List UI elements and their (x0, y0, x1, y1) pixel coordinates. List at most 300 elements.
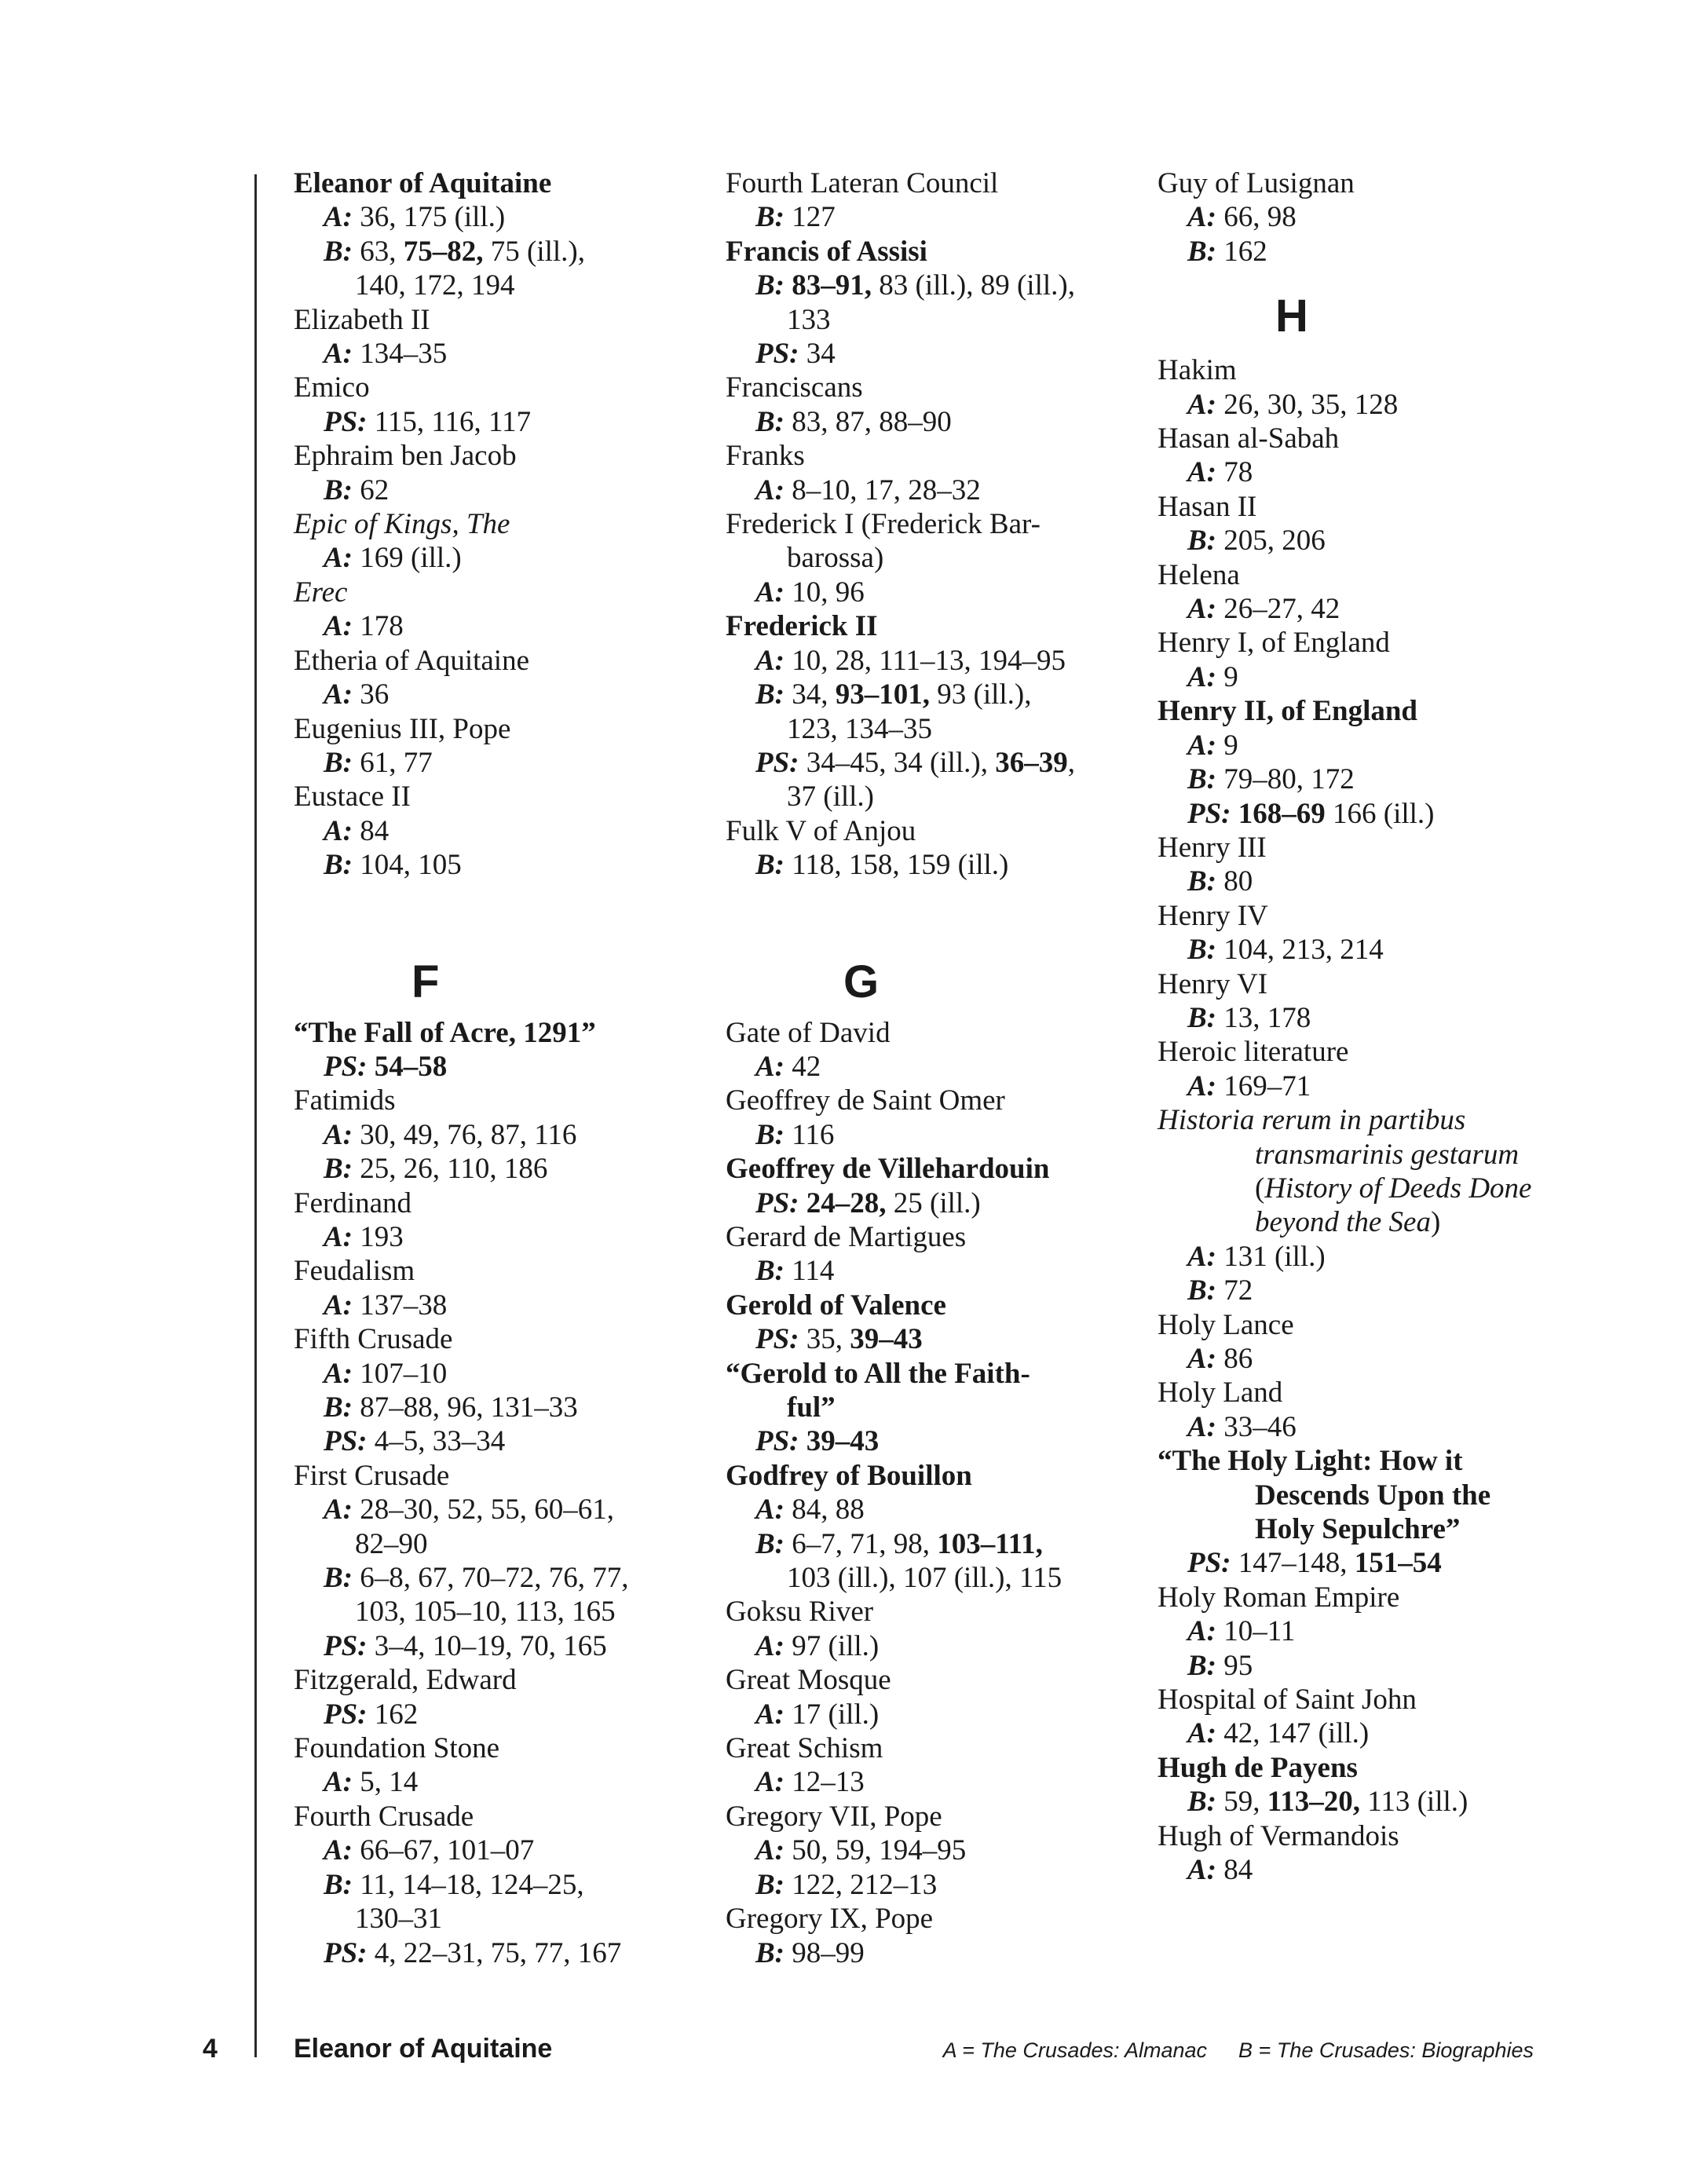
index-heading (1158, 353, 1566, 387)
index-subentry (1158, 865, 1566, 898)
entry-text: Holy Lance (1158, 1308, 1294, 1341)
source-label: A: (1187, 1069, 1216, 1102)
index-subentry (726, 1629, 1134, 1663)
entry-text: Foundation Stone (294, 1732, 500, 1765)
entry-text: Helena (1158, 558, 1240, 591)
entry-text: 34 (799, 338, 836, 371)
entry-text: 130–31 (355, 1903, 442, 1936)
entry-text: 10–11 (1216, 1615, 1296, 1648)
index-heading (1158, 899, 1566, 933)
page-number: 4 (203, 2034, 218, 2064)
source-label: B: (324, 1868, 353, 1901)
index-heading (294, 1084, 702, 1117)
index-heading (294, 1459, 702, 1493)
entry-text: 8–10, 17, 28–32 (785, 473, 981, 506)
entry-text: barossa) (787, 542, 884, 575)
index-continuation (1158, 1138, 1566, 1172)
index-subentry (1158, 388, 1566, 422)
entry-text: 39–43 (806, 1425, 880, 1458)
entry-text: 107–10 (353, 1357, 448, 1390)
entry-text: “The Holy Light: How it (1158, 1445, 1463, 1478)
entry-text: 84 (353, 814, 390, 847)
entry-text: 83–91, (792, 269, 872, 302)
index-heading (1158, 1444, 1566, 1478)
vertical-rule (254, 174, 257, 2057)
index-heading (1158, 694, 1566, 728)
index-heading (294, 1322, 702, 1356)
entry-text: , (1067, 746, 1075, 779)
index-continuation (726, 1561, 1134, 1595)
index-subentry (294, 1629, 702, 1663)
entry-text: 113–20, (1267, 1786, 1360, 1819)
entry-text: 75–82, (403, 235, 484, 268)
index-heading (726, 371, 1134, 404)
entry-text: 104, 213, 214 (1216, 934, 1384, 967)
index-subentry (294, 1561, 702, 1595)
index-subentry (726, 337, 1134, 371)
entry-text: 26–27, 42 (1216, 593, 1340, 626)
index-heading (726, 507, 1134, 541)
index-subentry (1158, 1614, 1566, 1648)
index-subentry (294, 1493, 702, 1526)
source-label: A: (755, 1629, 785, 1662)
entry-text: 87–88, 96, 131–33 (353, 1391, 578, 1424)
source-label: A: (324, 1493, 353, 1526)
entry-text: Frederick II (726, 610, 878, 643)
index-heading (1158, 626, 1566, 660)
index-continuation (1158, 1205, 1566, 1239)
entry-text: Fourth Lateran Council (726, 167, 999, 199)
entry-text: Gregory IX, Pope (726, 1903, 934, 1936)
index-heading (726, 1357, 1134, 1391)
index-subentry (294, 1289, 702, 1322)
entry-text: Francis of Assisi (726, 235, 927, 268)
entry-text: 12–13 (785, 1766, 865, 1799)
source-label: PS: (755, 1323, 799, 1356)
index-subentry (294, 235, 702, 269)
entry-text: 97 (ill.) (785, 1629, 880, 1662)
entry-text: 169 (ill.) (353, 542, 462, 575)
index-heading (726, 166, 1134, 200)
entry-text: Ferdinand (294, 1186, 412, 1219)
index-subentry (1158, 1717, 1566, 1750)
entry-text: 61, 77 (353, 746, 433, 779)
entry-text: 131 (ill.) (1216, 1240, 1326, 1273)
index-subentry (1158, 235, 1566, 269)
source-label: PS: (324, 1050, 368, 1083)
index-column-2 (726, 166, 1134, 1970)
index-heading (294, 1254, 702, 1288)
entry-text: Gerard de Martigues (726, 1220, 967, 1253)
entry-text: 137–38 (353, 1289, 448, 1322)
index-heading (294, 644, 702, 678)
entry-text: Hakim (1158, 354, 1237, 387)
source-label: A: (324, 338, 353, 371)
index-heading (294, 166, 702, 200)
index-heading (1158, 1581, 1566, 1614)
index-subentry (726, 1118, 1134, 1152)
index-heading (726, 1459, 1134, 1493)
entry-text: 118, 158, 159 (ill.) (785, 849, 1009, 882)
entry-text: 127 (785, 201, 836, 234)
entry-text: Great Schism (726, 1732, 883, 1765)
entry-text: 123, 134–35 (787, 712, 932, 745)
entry-text: Fitzgerald, Edward (294, 1664, 517, 1697)
entry-text: Henry VI (1158, 967, 1268, 1000)
entry-text: Epic of Kings, The (294, 508, 510, 541)
source-label: A: (1187, 456, 1216, 489)
entry-text: Hugh of Vermandois (1158, 1819, 1399, 1852)
source-label: B: (1187, 1649, 1216, 1682)
entry-text: 10, 28, 111–13, 194–95 (785, 644, 1066, 677)
source-label: A: (324, 1357, 353, 1390)
entry-text: 79–80, 172 (1216, 763, 1355, 796)
index-subentry (1158, 1410, 1566, 1444)
index-subentry (726, 200, 1134, 234)
entry-text: 178 (353, 610, 404, 643)
entry-text: 28–30, 52, 55, 60–61, (353, 1493, 614, 1526)
entry-text (1231, 798, 1238, 830)
entry-text: 113 (ill.) (1359, 1786, 1468, 1819)
entry-text: “Gerold to All the Faith- (726, 1357, 1030, 1390)
entry-text: 50, 59, 194–95 (785, 1834, 967, 1867)
entry-text: 36, 175 (ill.) (353, 201, 506, 234)
source-label: B: (755, 1118, 785, 1151)
entry-text: 162 (367, 1698, 419, 1731)
entry-text: 82–90 (355, 1527, 428, 1560)
index-heading (726, 1084, 1134, 1117)
index-subentry (1158, 762, 1566, 796)
source-label: B: (1187, 525, 1216, 558)
index-subentry (1158, 1001, 1566, 1035)
legend-b: B = The Crusades: Biographies (1238, 2038, 1534, 2062)
source-label: B: (324, 473, 353, 506)
entry-text: 39–43 (850, 1323, 923, 1356)
entry-text: Erec (294, 576, 348, 609)
index-heading (1158, 1683, 1566, 1717)
entry-text: 17 (ill.) (785, 1698, 880, 1731)
index-heading (294, 439, 702, 473)
index-heading (726, 1595, 1134, 1629)
entry-text: Hasan II (1158, 490, 1257, 523)
entry-text: Hasan al-Sabah (1158, 422, 1340, 455)
source-label: B: (324, 746, 353, 779)
entry-text: Holy Sepulchre” (1255, 1513, 1461, 1546)
entry-text: 5, 14 (353, 1766, 419, 1799)
source-label: PS: (324, 1698, 368, 1731)
entry-text: 114 (785, 1255, 835, 1288)
entry-text: 36 (353, 678, 390, 711)
entry-text: 6–7, 71, 98, (785, 1527, 938, 1560)
index-subentry (726, 269, 1134, 302)
source-label: A: (324, 678, 353, 711)
index-subentry (726, 1424, 1134, 1458)
index-continuation (726, 712, 1134, 746)
entry-text: 169–71 (1216, 1069, 1311, 1102)
entry-text: 103, 105–10, 113, 165 (355, 1596, 616, 1629)
index-subentry (726, 1254, 1134, 1288)
index-subentry (294, 1424, 702, 1458)
index-subentry (726, 644, 1134, 678)
source-label: B: (1187, 1274, 1216, 1307)
index-column-1 (294, 166, 702, 1970)
source-label: PS: (755, 1425, 799, 1458)
entry-text: 193 (353, 1220, 404, 1253)
index-subentry (294, 1152, 702, 1186)
index-heading (294, 1800, 702, 1834)
entry-text: 42 (785, 1050, 821, 1083)
index-heading (1158, 490, 1566, 524)
source-label: A: (755, 644, 785, 677)
entry-text: ( (1255, 1172, 1265, 1205)
entry-text: 104, 105 (353, 849, 462, 882)
index-subentry (726, 746, 1134, 780)
source-label: A: (324, 201, 353, 234)
entry-text: 151–54 (1354, 1547, 1442, 1580)
index-subentry (294, 814, 702, 848)
source-label: A: (1187, 593, 1216, 626)
entry-text: Etheria of Aquitaine (294, 644, 530, 677)
index-heading (294, 507, 702, 541)
entry-text: 24–28, (806, 1186, 887, 1219)
source-label: A: (755, 576, 785, 609)
entry-text: ful” (787, 1391, 836, 1424)
section-letter: H (1275, 291, 1308, 342)
index-heading (726, 609, 1134, 643)
source-label: B: (755, 1868, 785, 1901)
entry-text: 103 (ill.), 107 (ill.), 115 (787, 1562, 1062, 1595)
entry-text: Goksu River (726, 1596, 874, 1629)
index-subentry (294, 609, 702, 643)
entry-text: 13, 178 (1216, 1001, 1311, 1034)
entry-text (799, 1187, 806, 1219)
source-label: B: (324, 1391, 353, 1424)
entry-text: 84, 88 (785, 1493, 865, 1526)
index-heading (726, 1220, 1134, 1254)
entry-text: 34–45, 34 (ill.), (799, 746, 996, 779)
index-subentry (294, 1936, 702, 1970)
source-label: B: (1187, 763, 1216, 796)
index-heading (294, 1731, 702, 1765)
entry-text: 4–5, 33–34 (367, 1425, 506, 1458)
source-label: B: (755, 201, 785, 234)
entry-text: 78 (1216, 456, 1253, 489)
entry-text: 95 (1216, 1649, 1253, 1682)
entry-text: Feudalism (294, 1255, 415, 1288)
entry-text: 62 (353, 473, 390, 506)
entry-text: 166 (ill.) (1325, 797, 1435, 830)
index-subentry (1158, 1069, 1566, 1103)
source-label: A: (324, 1766, 353, 1799)
index-subentry (294, 337, 702, 371)
index-subentry (1158, 1274, 1566, 1307)
index-subentry (1158, 797, 1566, 831)
index-heading (294, 1663, 702, 1697)
entry-text: 72 (1216, 1274, 1253, 1307)
entry-text: Godfrey of Bouillon (726, 1459, 972, 1492)
entry-text: Gregory VII, Pope (726, 1800, 942, 1833)
index-subentry (294, 1357, 702, 1391)
entry-text: Eustace II (294, 781, 411, 813)
index-heading (1158, 558, 1566, 592)
source-label: B: (324, 1153, 353, 1186)
entry-text: 9 (1216, 660, 1238, 693)
entry-text: Holy Roman Empire (1158, 1581, 1400, 1614)
entry-text: 147–148, (1231, 1547, 1355, 1580)
entry-text: 115, 116, 117 (367, 405, 532, 438)
source-label: B: (1187, 235, 1216, 268)
source-label: B: (324, 849, 353, 882)
index-heading (726, 1289, 1134, 1322)
index-heading (294, 1186, 702, 1220)
entry-text: 6–8, 67, 70–72, 76, 77, (353, 1562, 629, 1595)
entry-text: 3–4, 10–19, 70, 165 (367, 1629, 607, 1662)
source-label: B: (1187, 865, 1216, 898)
source-label: A: (1187, 1410, 1216, 1443)
source-label: A: (755, 1698, 785, 1731)
source-label: B: (755, 849, 785, 882)
index-subentry (1158, 524, 1566, 558)
entry-text: 133 (787, 303, 831, 336)
entry-text: Guy of Lusignan (1158, 167, 1355, 199)
source-label: B: (324, 1562, 353, 1595)
entry-text: 134–35 (353, 338, 448, 371)
index-continuation (294, 1595, 702, 1629)
index-heading (726, 1902, 1134, 1936)
index-continuation (726, 303, 1134, 337)
source-label: PS: (755, 1186, 799, 1219)
index-heading (726, 814, 1134, 848)
source-label: A: (324, 814, 353, 847)
index-heading (1158, 1751, 1566, 1785)
index-subentry (1158, 933, 1566, 967)
source-label: A: (324, 1289, 353, 1322)
source-label: A: (755, 1050, 785, 1083)
entry-text: 35, (799, 1323, 850, 1356)
source-label: B: (755, 1255, 785, 1288)
index-subentry (294, 1118, 702, 1152)
index-heading (726, 1731, 1134, 1765)
index-continuation (294, 1902, 702, 1936)
index-heading (294, 1016, 702, 1050)
index-heading (726, 1800, 1134, 1834)
index-subentry (294, 1698, 702, 1731)
entry-text: 25, 26, 110, 186 (353, 1153, 548, 1186)
source-label: B: (755, 1936, 785, 1969)
entry-text: 93 (ill.), (930, 678, 1032, 711)
index-heading (1158, 166, 1566, 200)
source-label: B: (755, 405, 785, 438)
index-subentry (1158, 729, 1566, 762)
entry-text: 42, 147 (ill.) (1216, 1717, 1370, 1750)
entry-text: 66–67, 101–07 (353, 1834, 535, 1867)
index-subentry (726, 678, 1134, 711)
source-label: PS: (755, 338, 799, 371)
entry-text: Henry III (1158, 831, 1267, 864)
index-subentry (726, 1936, 1134, 1970)
entry-text: 83, 87, 88–90 (785, 405, 952, 438)
index-column-3 (1158, 166, 1566, 1888)
index-subentry (726, 1868, 1134, 1902)
entry-text: Emico (294, 371, 370, 404)
source-label: A: (1187, 1854, 1216, 1887)
entry-text: transmarinis gestarum (1255, 1138, 1520, 1171)
index-subentry (1158, 660, 1566, 694)
legend-a: A = The Crusades: Almanac (942, 2038, 1208, 2062)
source-label: A: (324, 542, 353, 575)
entry-text: 26, 30, 35, 128 (1216, 388, 1399, 421)
index-heading (726, 1152, 1134, 1186)
entry-text: Fourth Crusade (294, 1800, 474, 1833)
index-subentry (726, 848, 1134, 882)
index-continuation (726, 780, 1134, 813)
index-subentry (726, 576, 1134, 609)
entry-text: Franciscans (726, 371, 863, 404)
entry-text: 11, 14–18, 124–25, (353, 1868, 584, 1901)
index-heading (726, 235, 1134, 269)
index-subentry (726, 1698, 1134, 1731)
entry-text: Gate of David (726, 1016, 891, 1049)
index-subentry (726, 1527, 1134, 1561)
source-label: PS: (324, 405, 368, 438)
entry-text: 59, (1216, 1786, 1267, 1819)
index-subentry (1158, 1546, 1566, 1580)
index-continuation (726, 1391, 1134, 1424)
source-label: A: (324, 1834, 353, 1867)
index-subentry (294, 200, 702, 234)
source-label: PS: (1187, 1547, 1231, 1580)
entry-text: 66, 98 (1216, 201, 1297, 234)
entry-text: Geoffrey de Villehardouin (726, 1153, 1050, 1186)
entry-text: Henry IV (1158, 899, 1268, 932)
entry-text: Ephraim ben Jacob (294, 440, 517, 473)
entry-text: 116 (785, 1118, 835, 1151)
entry-text: Historia rerum in partibus (1158, 1104, 1466, 1137)
index-heading (1158, 967, 1566, 1001)
index-heading (294, 712, 702, 746)
source-label: A: (1187, 201, 1216, 234)
index-subentry (1158, 592, 1566, 626)
index-continuation (294, 269, 702, 302)
index-subentry (1158, 1342, 1566, 1376)
index-continuation (1158, 1512, 1566, 1546)
entry-text: Hospital of Saint John (1158, 1684, 1417, 1717)
index-heading (1158, 1103, 1566, 1137)
entry-text: 103–111, (937, 1527, 1043, 1560)
entry-text: ) (1430, 1206, 1441, 1239)
source-label: A: (755, 473, 785, 506)
entry-text: 84 (1216, 1854, 1253, 1887)
source-label: A: (1187, 388, 1216, 421)
index-heading (1158, 1035, 1566, 1069)
index-heading (294, 371, 702, 404)
entry-text: Elizabeth II (294, 303, 430, 336)
running-head: Eleanor of Aquitaine (294, 2034, 553, 2064)
source-label: A: (1187, 1240, 1216, 1273)
entry-text: 34, (785, 678, 836, 711)
index-subentry (1158, 455, 1566, 489)
index-subentry (294, 473, 702, 507)
source-label: A: (755, 1493, 785, 1526)
index-subentry (1158, 1853, 1566, 1887)
entry-text: Hugh de Payens (1158, 1751, 1358, 1784)
source-label: A: (324, 1220, 353, 1253)
source-label: A: (324, 610, 353, 643)
index-continuation (1158, 1479, 1566, 1512)
index-subentry (294, 1050, 702, 1084)
index-subentry (726, 473, 1134, 507)
index-subentry (726, 1765, 1134, 1799)
